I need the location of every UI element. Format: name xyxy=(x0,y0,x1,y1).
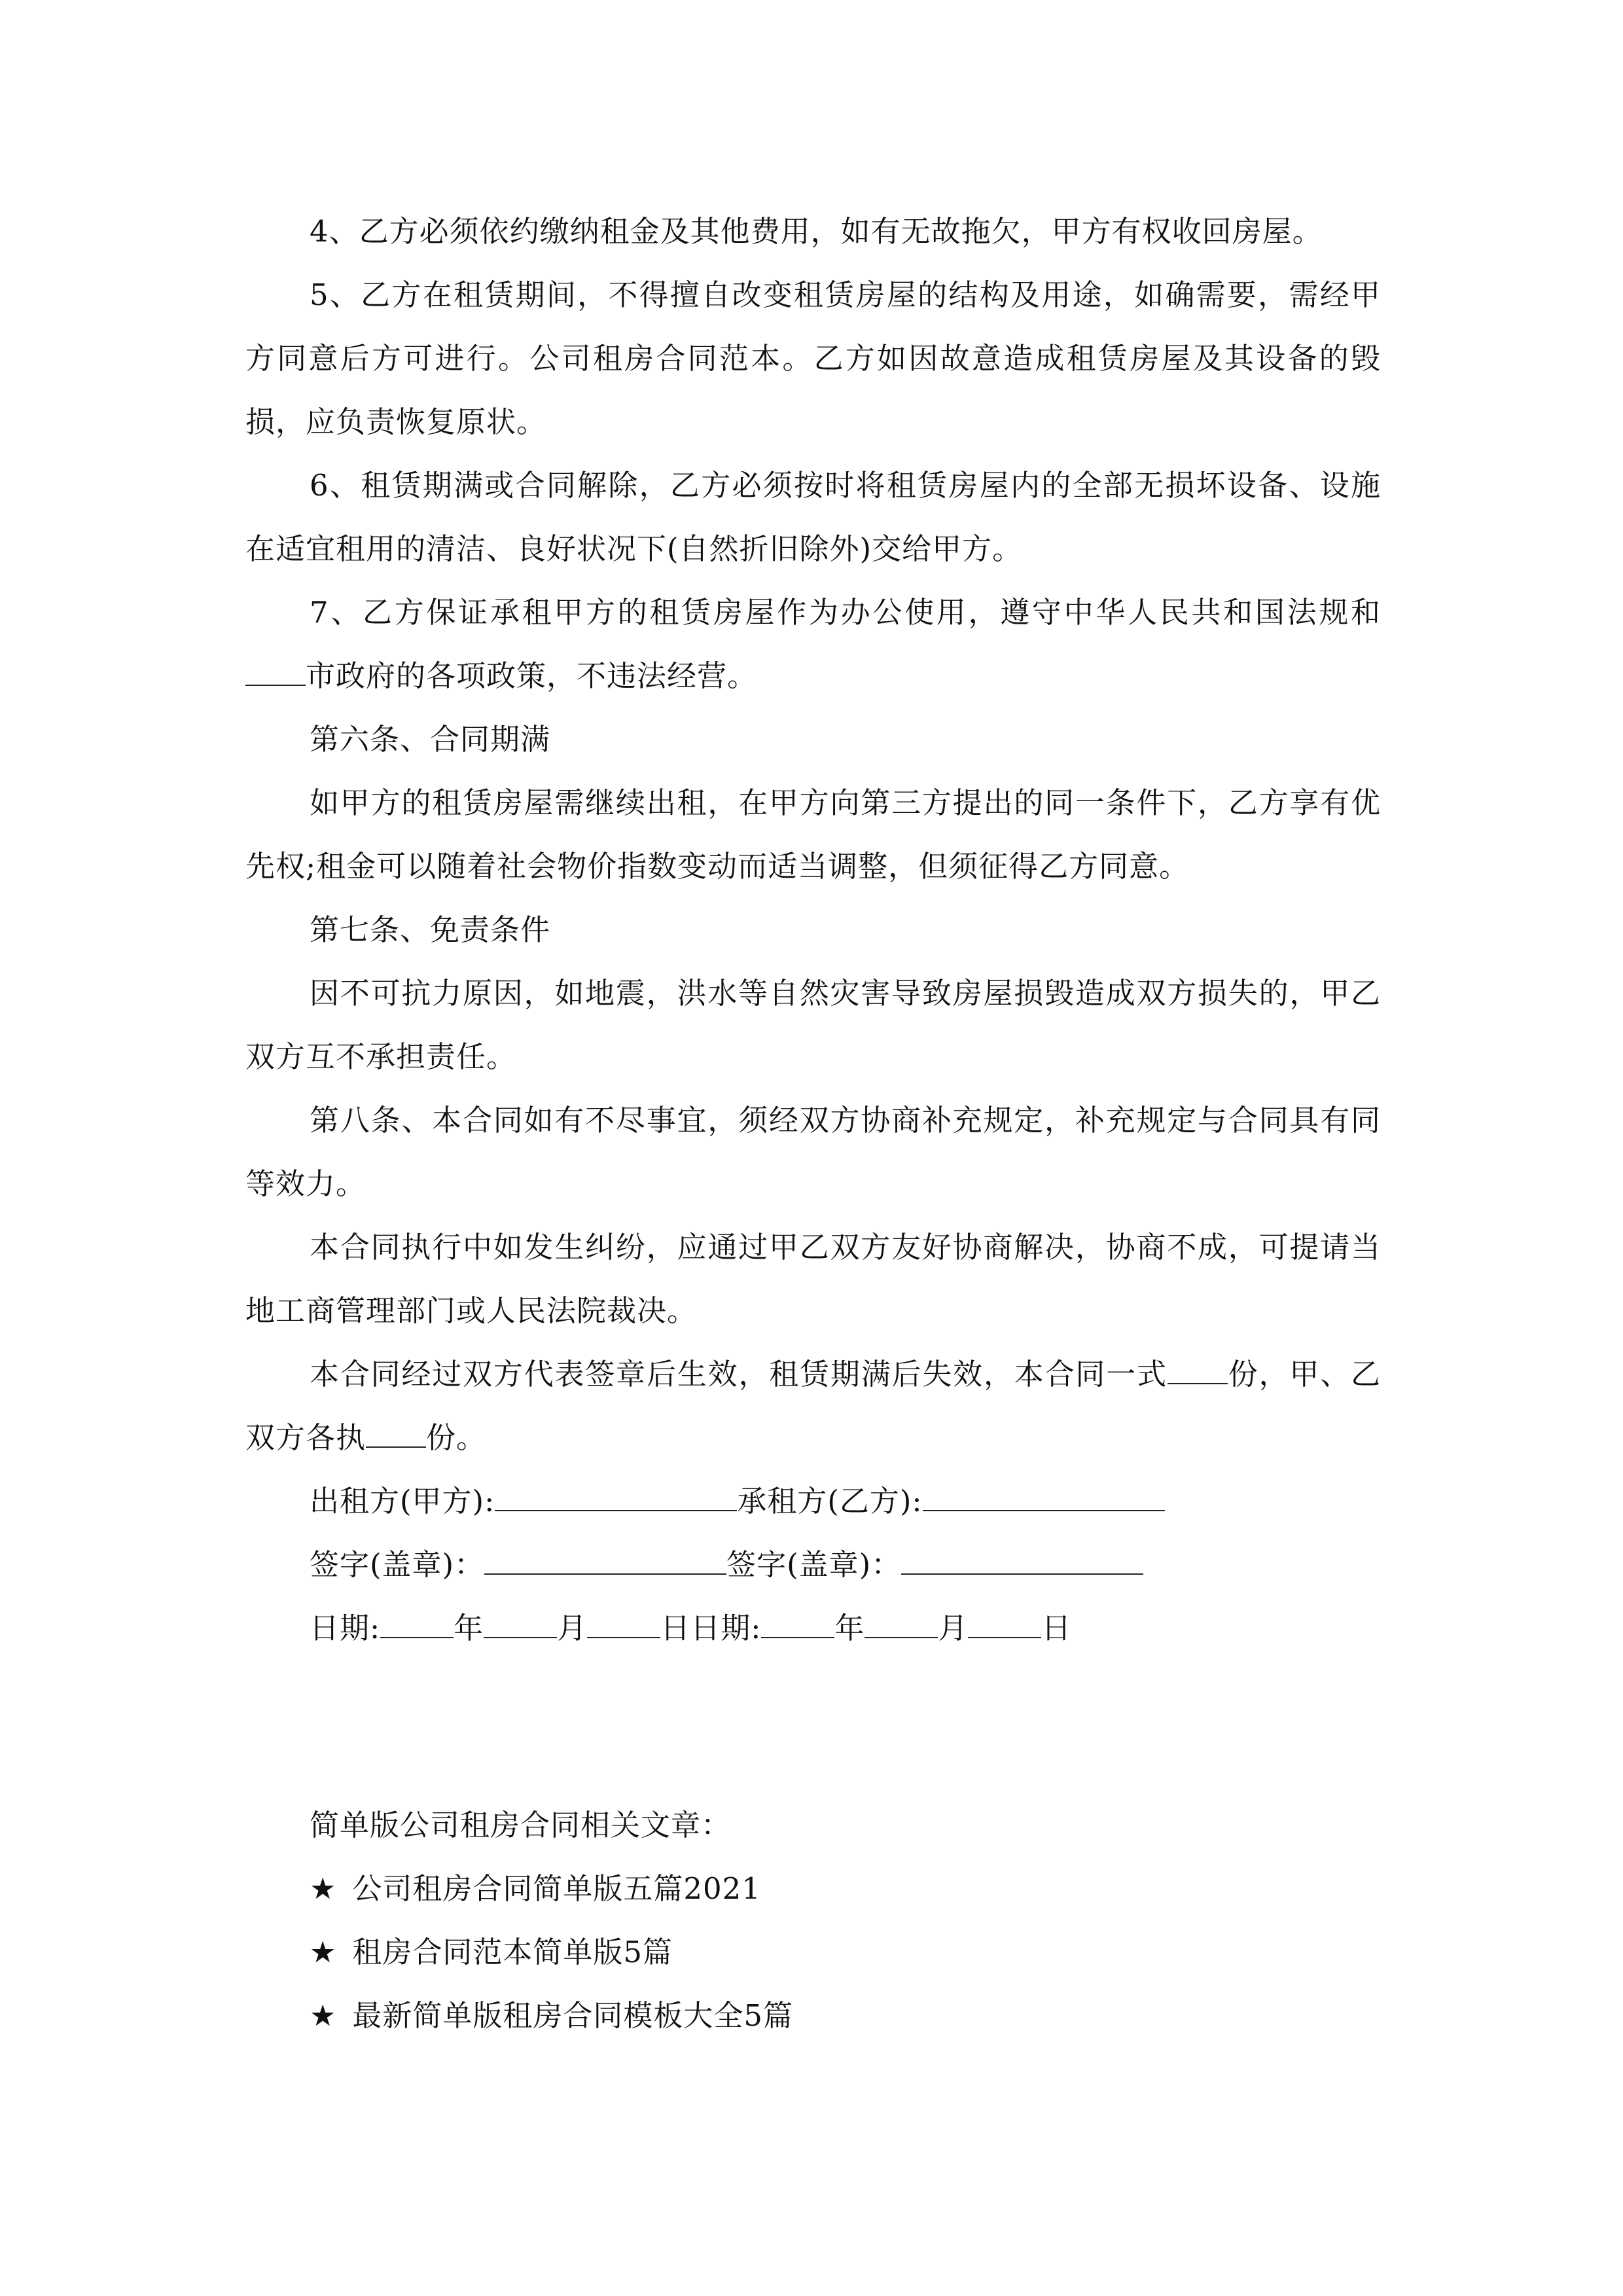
copies-text-1: 本合同经过双方代表签章后生效，租赁期满后失效，本合同一式 xyxy=(310,1357,1168,1391)
related-link-text[interactable]: 公司租房合同简单版五篇2021 xyxy=(352,1871,761,1906)
day-label-2: 日 xyxy=(1041,1611,1072,1645)
date-line xyxy=(245,1596,1381,1660)
day-label-1: 日 xyxy=(660,1611,691,1645)
seal-line xyxy=(245,1533,1381,1596)
month-label-1: 月 xyxy=(557,1611,588,1645)
seal-blank-2 xyxy=(901,1547,1143,1575)
copies-total-blank xyxy=(1168,1357,1228,1384)
party-line xyxy=(245,1469,1381,1533)
date-label-1: 日期: xyxy=(310,1611,381,1645)
seal-label-2: 签字(盖章)： xyxy=(726,1547,902,1582)
related-link-3[interactable] xyxy=(310,1984,793,2047)
article-8: 第八条、本合同如有不尽事宜，须经双方协商补充规定，补充规定与合同具有同等效力。 xyxy=(245,1103,1381,1201)
month-label-2: 月 xyxy=(938,1611,969,1645)
star-icon: ★ xyxy=(310,1871,337,1906)
day-blank-2 xyxy=(968,1611,1041,1638)
dispute-clause: 本合同执行中如发生纠纷，应通过甲乙双方友好协商解决，协商不成，可提请当地工商管理部门或人民法院裁决。 xyxy=(245,1230,1381,1328)
copies-clause xyxy=(245,1342,1381,1469)
lessee-label: 承租方(乙方): xyxy=(737,1484,923,1518)
contract-body xyxy=(245,200,1381,1660)
month-blank-1 xyxy=(484,1611,557,1638)
year-blank-1 xyxy=(380,1611,454,1638)
month-blank-2 xyxy=(865,1611,938,1638)
related-heading: 简单版公司租房合同相关文章： xyxy=(310,1808,732,1842)
related-link-2[interactable] xyxy=(310,1920,793,1984)
city-blank xyxy=(245,658,306,686)
day-blank-1 xyxy=(587,1611,660,1638)
star-icon: ★ xyxy=(310,1935,337,1969)
article-7-body: 因不可抗力原因，如地震，洪水等自然灾害导致房屋损毁造成双方损失的，甲乙双方互不承担责任。 xyxy=(245,976,1381,1074)
copies-text-2: 份，甲、乙双方各执 xyxy=(245,1357,1381,1455)
seal-label-1: 签字(盖章)： xyxy=(310,1547,485,1582)
lessor-blank xyxy=(495,1484,737,1511)
clause-4: 4、乙方必须依约缴纳租金及其他费用，如有无故拖欠，甲方有权收回房屋。 xyxy=(310,214,1323,249)
article-6-title: 第六条、合同期满 xyxy=(310,722,551,757)
related-link-text[interactable]: 最新简单版租房合同模板大全5篇 xyxy=(352,1998,793,2033)
article-6-body: 如甲方的租赁房屋需继续出租，在甲方向第三方提出的同一条件下，乙方享有优先权;租金可以随着社会物价指数变动而适当调整，但须征得乙方同意。 xyxy=(245,785,1381,884)
year-label-1: 年 xyxy=(454,1611,484,1645)
year-blank-2 xyxy=(761,1611,834,1638)
related-articles xyxy=(310,1793,793,2047)
date-label-2: 日期: xyxy=(690,1611,762,1645)
clause-7-text-a: 7、乙方保证承租甲方的租赁房屋作为办公使用，遵守中华人民共和国法规和 xyxy=(310,595,1381,630)
clause-7 xyxy=(245,581,1381,708)
clause-6: 6、租赁期满或合同解除，乙方必须按时将租赁房屋内的全部无损坏设备、设施在适宜租用的清洁、良好状况下(自然折旧除外)交给甲方。 xyxy=(245,468,1381,566)
year-label-2: 年 xyxy=(834,1611,865,1645)
related-link-text[interactable]: 租房合同范本简单版5篇 xyxy=(352,1935,673,1969)
seal-blank-1 xyxy=(484,1547,726,1575)
lessee-blank xyxy=(923,1484,1165,1511)
related-link-1[interactable] xyxy=(310,1857,793,1920)
copies-each-blank xyxy=(366,1420,426,1448)
clause-7-text-b: 市政府的各项政策，不违法经营。 xyxy=(306,658,758,693)
article-7-title: 第七条、免责条件 xyxy=(310,912,551,947)
clause-5: 5、乙方在租赁期间，不得擅自改变租赁房屋的结构及用途，如确需要，需经甲方同意后方可进行。公司租房合同范本。乙方如因故意造成租赁房屋及其设备的毁损，应负责恢复原状。 xyxy=(245,278,1381,439)
star-icon: ★ xyxy=(310,1998,337,2033)
lessor-label: 出租方(甲方): xyxy=(310,1484,495,1518)
copies-text-3: 份。 xyxy=(426,1420,487,1455)
